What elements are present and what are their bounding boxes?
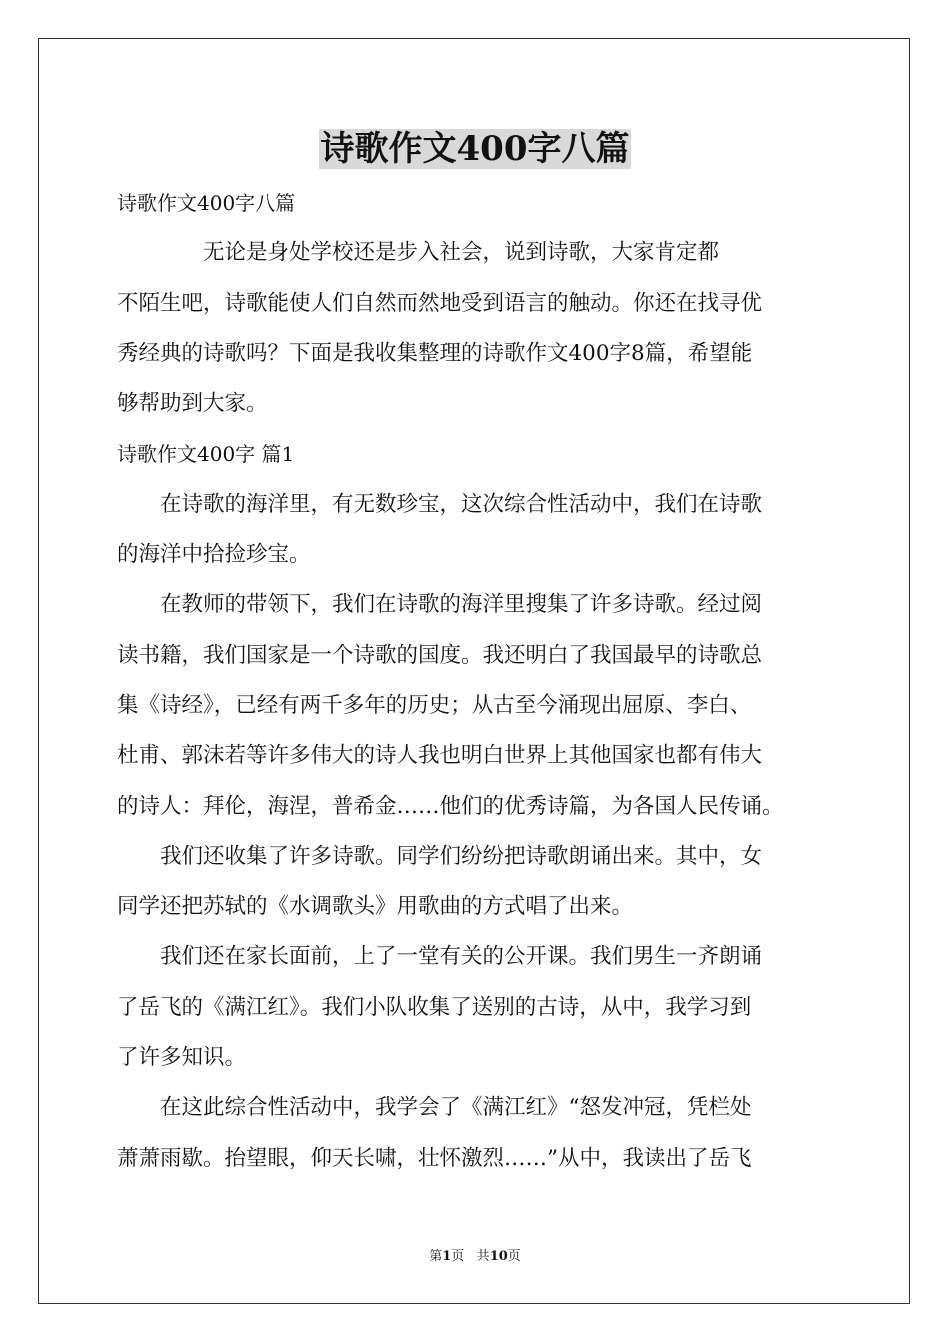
body-line: 同学还把苏轼的《水调歌头》用歌曲的方式唱了出来。 [117,894,634,920]
page-footer [0,1247,950,1267]
body-line: 我们还收集了许多诗歌。同学们纷纷把诗歌朗诵出来。其中，女 [117,843,763,869]
document-title [0,124,950,174]
footer-total-prefix: 共 [476,1249,490,1264]
body-line: 在教师的带领下，我们在诗歌的海洋里搜集了许多诗歌。经过阅 [117,592,763,618]
body-line: 了许多知识。 [117,1045,247,1071]
body-line: 不陌生吧，诗歌能使人们自然而然地受到语言的触动。你还在找寻优 [117,290,763,316]
body-line: 的海洋中拾捡珍宝。 [117,542,311,568]
subtitle-line: 诗歌作文400字八篇 [117,191,296,215]
footer-page-suffix: 页 [451,1249,465,1264]
body-line: 够帮助到大家。 [117,391,268,417]
body-line: 集《诗经》，已经有两千多年的历史；从古至今涌现出屈原、李白、 [117,692,752,718]
body-line: 杜甫、郭沫若等许多伟大的诗人我也明白世界上其他国家也都有伟大 [117,743,763,769]
body-line: 在诗歌的海洋里，有无数珍宝，这次综合性活动中，我们在诗歌 [117,491,763,517]
body-line: 了岳飞的《满江红》。我们小队收集了送别的古诗，从中，我学习到 [117,994,752,1020]
body-line: 读书籍，我们国家是一个诗歌的国度。我还明白了我国最早的诗歌总 [117,642,763,668]
body-line: 无论是身处学校还是步入社会，说到诗歌，大家肯定都 [117,240,720,266]
footer-total-suffix: 页 [507,1249,521,1264]
document-title-text: 诗歌作文400字八篇 [320,129,630,169]
body-line: 在这此综合性活动中，我学会了《满江红》“怒发冲冠，凭栏处 [117,1095,752,1121]
body-line: 秀经典的诗歌吗？下面是我收集整理的诗歌作文400字8篇，希望能 [117,340,753,366]
footer-page-number: 1 [442,1249,452,1264]
body-line: 的诗人：拜伦，海涅，普希金……他们的优秀诗篇，为各国人民传诵。 [117,793,784,819]
body-line: 萧萧雨歇。抬望眼，仰天长啸，壮怀激烈……”从中，我读出了岳飞 [117,1145,752,1171]
footer-total-pages: 10 [489,1249,508,1264]
document-body [117,178,837,1184]
section-heading: 诗歌作文400字 篇1 [117,442,295,467]
footer-page-prefix: 第 [429,1249,443,1264]
body-line: 我们还在家长面前，上了一堂有关的公开课。我们男生一齐朗诵 [117,944,763,970]
